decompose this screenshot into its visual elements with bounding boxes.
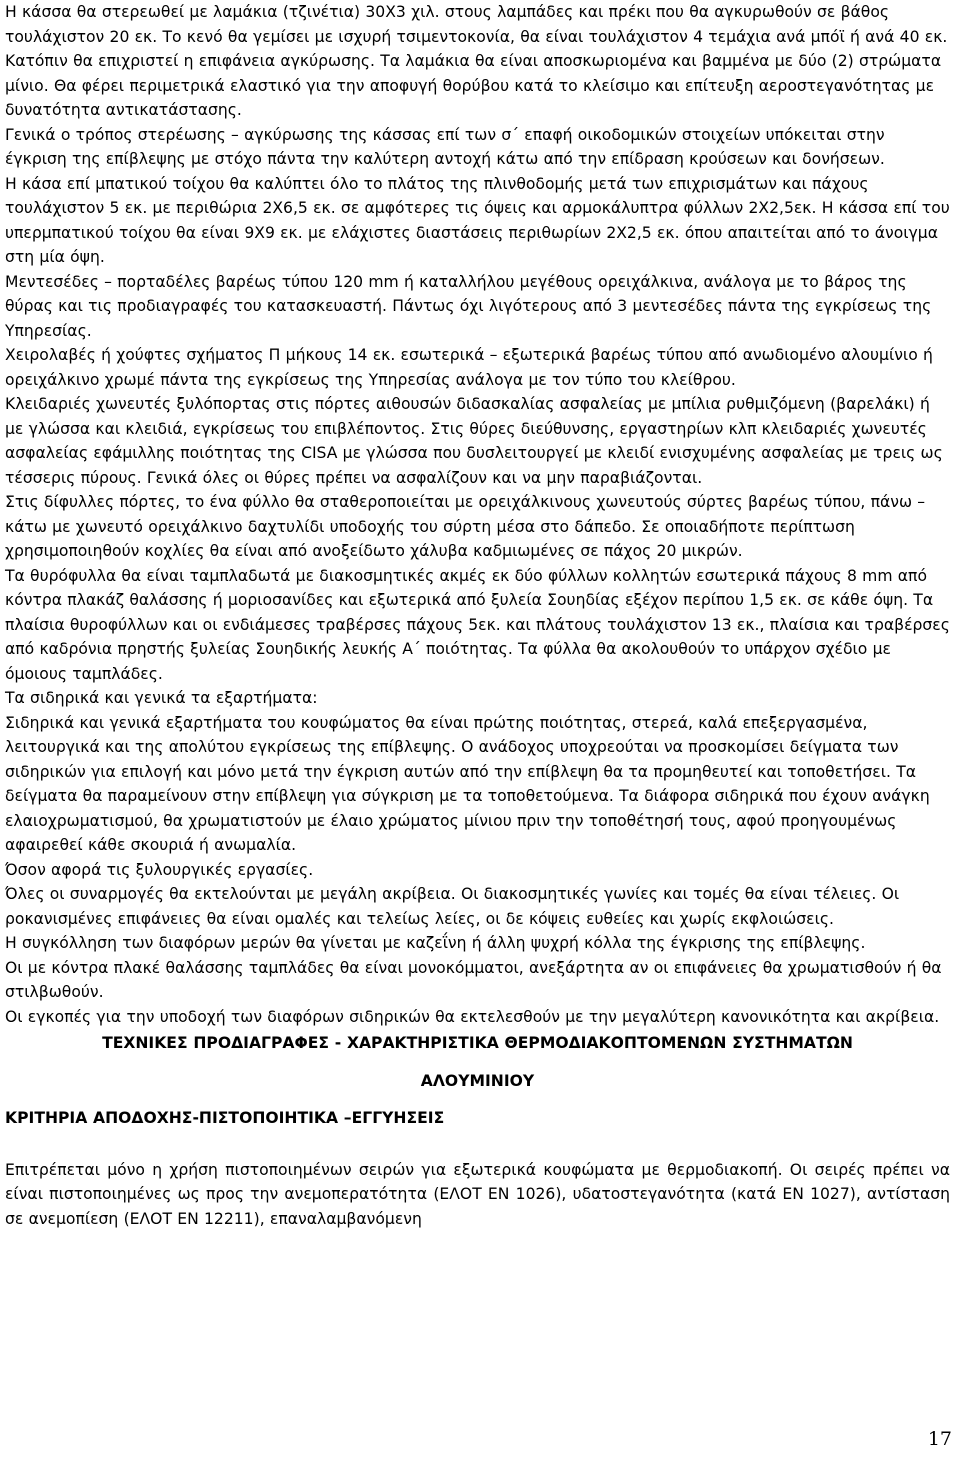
paragraph-double-doors: Στις δίφυλλες πόρτες, το ένα φύλλο θα σταθεροποιείται με ορειχάλκινους χωνευτούς σύρτες βαρέως τύπου, πάνω – κάτω με χωνευτό ορειχάλκινο δαχτυλίδι υποδοχής του σύρτη μέσα στο δάπεδο. Σε οποιαδήποτε περίπτωση χρησιμοποιηθούν κοχλίες θα είναι από ανοξείδωτο χάλυβα καδμιωμένες σε πάχος 20 μικρών.	[5, 493, 926, 560]
paragraph-handles: Χειρολαβές ή χούφτες σχήματος Π μήκους 14 εκ. εσωτερικά – εξωτερικά βαρέως τύπου από ανωδιομένο αλουμίνιο ή ορειχάλκινο χρωμέ πάντα της εγκρίσεως της Υπηρεσίας ανάλογα με τον τύπο του κλείθρου.	[5, 346, 933, 389]
document-page	[5, 0, 950, 1231]
paragraph-gluing: Η συγκόλληση των διαφόρων μερών θα γίνεται με καζεΐνη ή άλλη ψυχρή κόλλα της έγκρισης της επίβλεψης.	[5, 934, 866, 952]
paragraph-hardware: Σιδηρικά και γενικά εξαρτήματα του κουφώματος θα είναι πρώτης ποιότητας, στερεά, καλά επεξεργασμένα, λειτουργικά και της απολύτου εγκρίσεως της επίβλεψης. Ο ανάδοχος υποχρεούται να προσκομίσει δείγματα των σιδηρικών για επιλογή και μόνο μετά την έγκριση αυτών από την επίβλεψη θα τα προμηθευτεί και τοποθετήσει. Τα δείγματα θα παραμείνουν στην επίβλεψη για σύγκριση με τα τοποθετούμενα. Τα διάφορα σιδηρικά που έχουν ανάγκη ελαιοχρωματισμού, θα χρωματιστούν με έλαιο χρώματος μίνιου πριν την τοποθέτησή τους, αφού προηγουμένως αφαιρεθεί κάθε σκουριά ή ανωμαλία.	[5, 713, 930, 854]
paragraph-panels: Οι με κόντρα πλακέ θαλάσσης ταμπλάδες θα είναι μονοκόμματοι, ανεξάρτητα αν οι επιφάνειες θα χρωματισθούν ή θα στιλβωθούν.	[5, 958, 942, 1001]
paragraph-carpentry-heading: Όσον αφορά τις ξυλουργικές εργασίες.	[5, 860, 314, 879]
paragraph-door-leaves: Τα θυρόφυλλα θα είναι ταμπλαδωτά με διακοσμητικές ακμές εκ δύο φύλλων κολλητών εσωτερικά πάχους 8 mm από κόντρα πλακάζ θαλάσσης ή μοριοσανίδες και εξωτερικά από ξυλεία Σουηδίας εξέχον περίπου 1,5 εκ. σε κάθε όψη. Τα πλαίσια θυροφύλλων και οι ενδιάμεσες τραβέρσες πάχους 5εκ. και πλάτους τουλάχιστον 13 εκ., πλαίσια και τραβέρσες από καδρόνια πρηστής ξυλείας Σουηδικής λευκής Α΄ ποιότητας. Τα φύλλα θα ακολουθούν το υπάρχον σχέδιο με όμοιους ταμπλάδες.	[5, 566, 950, 683]
paragraph-general-fixing: Γενικά ο τρόπος στερέωσης – αγκύρωσης της κάσσας επί των σ΄ επαφή οικοδομικών στοιχείων υπόκειται στην έγκριση της επίβλεψης με στόχο πάντα την καλύτερη αντοχή κάτω από την επίδραση κρούσεων και δονήσεων.	[5, 125, 885, 168]
paragraph-anchoring: Η κάσσα θα στερεωθεί με λαμάκια (τζινέτια) 30Χ3 χιλ. στους λαμπάδες και πρέκι που θα αγκυρωθούν σε βάθος τουλάχιστον 20 εκ. Το κενό θα γεμίσει με ισχυρή τσιμεντοκονία, θα είναι τουλάχιστον 4 τεμάχια ανά μπόϊ ή ανά 40 εκ. Κατόπιν θα επιχριστεί η επιφάνεια αγκύρωσης. Τα λαμάκια θα είναι αποσκωριομένα και βαμμένα με δύο (2) στρώματα μίνιο. Θα φέρει περιμετρικά ελαστικό για την αποφυγή θορύβου κατά το κλείσιμο και επίτευξη αεροστεγανότητας με δυνατότητα αντικατάστασης.	[5, 3, 948, 119]
paragraph-frame-dimensions: Η κάσα επί μπατικού τοίχου θα καλύπτει όλο το πλάτος της πλινθοδομής μετά των επιχρισμάτων και πάχους τουλάχιστον 5 εκ. με περιθώρια 2Χ6,5 εκ. σε αμφότερες τις όψεις και αρμοκάλυπτρα φύλλων 2Χ2,5εκ. Η κάσσα επί του υπερμπατικού τοίχου θα είναι 9Χ9 εκ. με ελάχιστες διαστάσεις περιθωρίων 2Χ2,5 εκ. όπου απαιτείται από το άνοιγμα στη μία όψη.	[5, 174, 950, 266]
section-heading-sub: ΑΛΟΥΜΙΝΙΟΥ	[420, 1071, 535, 1090]
paragraph-hinges: Μεντεσέδες – πορταδέλες βαρέως τύπου 120 mm ή καταλλήλου μεγέθους ορειχάλκινα, ανάλογα με το βάρος της θύρας και τις προδιαγραφές του κατασκευαστή. Πάντως όχι λιγότερους από 3 μεντεσέδες πάντα της εγκρίσεως της Υπηρεσίας.	[5, 272, 932, 340]
paragraph-certification: Επιτρέπεται μόνο η χρήση πιστοποιημένων σειρών για εξωτερικά κουφώματα με θερμοδιακοπή. Οι σειρές πρέπει να είναι πιστοποιημένες ως προς την ανεμοπερατότητα (ΕΛΟΤ ΕΝ 1026), υδατοστεγανότητα (κατά ΕΝ 1027), αντίσταση σε ανεμοπίεση (ΕΛΟΤ ΕΝ 12211), επαναλαμβανόμενη	[5, 1160, 950, 1228]
paragraph-cutouts: Οι εγκοπές για την υποδοχή των διαφόρων σιδηρικών θα εκτελεσθούν με την μεγαλύτερη κανονικότητα και ακρίβεια.	[5, 1007, 940, 1026]
page-number: 17	[927, 1428, 952, 1450]
section-heading-main: ΤΕΧΝΙΚΕΣ ΠΡΟΔΙΑΓΡΑΦΕΣ - ΧΑΡΑΚΤΗΡΙΣΤΙΚΑ ΘΕΡΜΟΔΙΑΚΟΠΤΟΜΕΝΩΝ ΣΥΣΤΗΜΑΤΩΝ	[102, 1034, 853, 1052]
paragraph-locks: Κλειδαριές χωνευτές ξυλόπορτας στις πόρτες αιθουσών διδασκαλίας ασφαλείας με μπίλια ρυθμιζόμενη (βαρελάκι) ή με γλώσσα και κλειδιά, εγκρίσεως του επιβλέποντος. Στις θύρες διεύθυνσης, εργαστηρίων κλπ κλειδαριές χωνευτές ασφαλείας εφάμιλλης ποιότητας της CISA με γλώσσα που δυσλειτουργεί με κλειδί ενισχυμένης ασφαλείας με τρεις ως τέσσερις πύρους. Γενικά όλες οι θύρες πρέπει να ασφαλίζουν και να μην παραβιάζονται.	[5, 395, 943, 487]
section-heading-criteria: ΚΡΙΤΗΡΙΑ ΑΠΟΔΟΧΗΣ-ΠΙΣΤΟΠΟΙΗΤΙΚΑ –ΕΓΓΥΗΣΕΙΣ	[5, 1109, 445, 1127]
paragraph-joints: Όλες οι συναρμογές θα εκτελούνται με μεγάλη ακρίβεια. Οι διακοσμητικές γωνίες και τομές θα είναι τέλειες. Οι ροκανισμένες επιφάνειες θα είναι ομαλές και τελείως λείες, οι δε κόψεις ευθείες και χωρίς εκφλοιώσεις.	[5, 885, 900, 928]
paragraph-hardware-heading: Τα σιδηρικά και γενικά τα εξαρτήματα:	[5, 689, 318, 707]
